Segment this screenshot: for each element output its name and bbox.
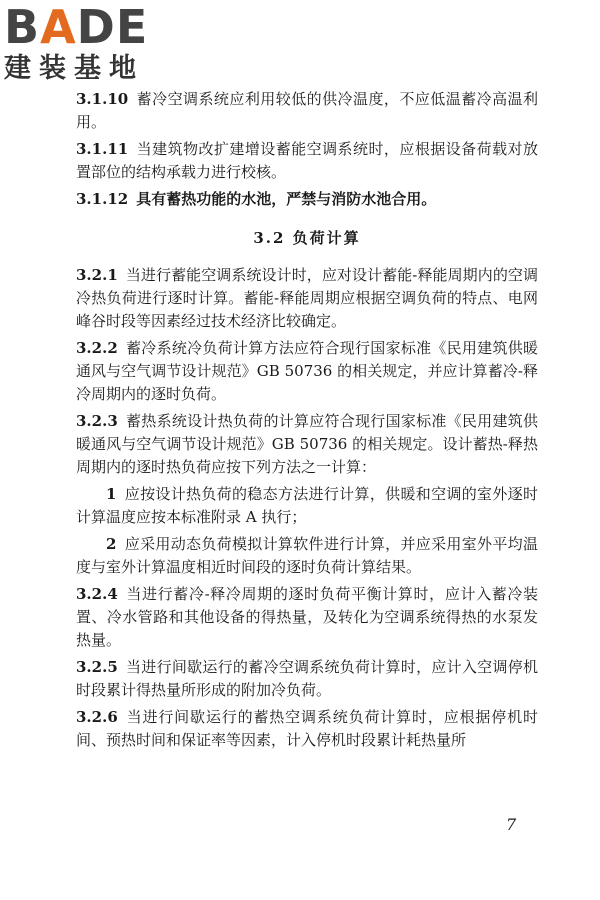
subclause-text: 应采用动态负荷模拟计算软件进行计算，并应采用室外平均温度与室外计算温度相近时间段的逐时负荷计算结果。 [76, 535, 538, 576]
clause-number: 3.2.1 [76, 266, 118, 284]
logo-wordmark: BADE [4, 0, 149, 54]
clause-3-2-2 [76, 337, 538, 406]
clause-text: 当进行蓄冷-释冷周期的逐时负荷平衡计算时，应计入蓄冷装置、冷水管路和其他设备的得热量，及转化为空调系统得热的水泵发热量。 [76, 585, 538, 649]
clause-3-2-1 [76, 264, 538, 333]
clause-number: 3.1.10 [76, 90, 129, 108]
clause-3-1-12 [76, 188, 538, 211]
subclause-2 [76, 533, 538, 579]
subclause-number: 2 [106, 535, 117, 553]
clause-3-1-10 [76, 88, 538, 134]
page-content [76, 88, 538, 756]
clause-text: 当进行间歇运行的蓄热空调系统负荷计算时，应根据停机时间、预热时间和保证率等因素，计入停机时段累计耗热量所 [76, 708, 538, 749]
logo-chinese-text: 建装基地 [4, 53, 144, 84]
clause-3-1-11 [76, 138, 538, 184]
clause-text: 当建筑物改扩建增设蓄能空调系统时，应根据设备荷载对放置部位的结构承载力进行校核。 [76, 140, 538, 181]
subclause-1 [76, 483, 538, 529]
subclause-number: 1 [106, 485, 117, 503]
clause-text: 当进行间歇运行的蓄冷空调系统负荷计算时，应计入空调停机时段累计得热量所形成的附加冷负荷。 [76, 658, 538, 699]
clause-text: 具有蓄热功能的水池，严禁与消防水池合用。 [136, 190, 437, 208]
clause-text: 蓄热系统设计热负荷的计算应符合现行国家标准《民用建筑供暖通风与空气调节设计规范》GB 50736 的相关规定。设计蓄热-释热周期内的逐时热负荷应按下列方法之一计算： [76, 412, 538, 476]
clause-3-2-4 [76, 583, 538, 652]
clause-3-2-5 [76, 656, 538, 702]
clause-number: 3.1.12 [76, 190, 129, 208]
clause-number: 3.2.5 [76, 658, 118, 676]
clause-number: 3.2.6 [76, 708, 118, 726]
clause-text: 蓄冷系统冷负荷计算方法应符合现行国家标准《民用建筑供暖通风与空气调节设计规范》GB 50736 的相关规定，并应计算蓄冷-释冷周期内的逐时负荷。 [76, 339, 538, 403]
clause-number: 3.2.4 [76, 585, 118, 603]
clause-number: 3.1.11 [76, 140, 129, 158]
section-title: 3.2 负荷计算 [253, 229, 361, 247]
clause-3-2-6 [76, 706, 538, 752]
clause-3-2-3 [76, 410, 538, 479]
bade-logo [4, 0, 174, 90]
clause-text: 蓄冷空调系统应利用较低的供冷温度，不应低温蓄冷高温利用。 [76, 90, 538, 131]
page-number: 7 [506, 815, 517, 834]
clause-number: 3.2.3 [76, 412, 118, 430]
clause-number: 3.2.2 [76, 339, 118, 357]
clause-text: 当进行蓄能空调系统设计时，应对设计蓄能-释能周期内的空调冷热负荷进行逐时计算。蓄能-释能周期应根据空调负荷的特点、电网峰谷时段等因素经过技术经济比较确定。 [76, 266, 538, 330]
subclause-text: 应按设计热负荷的稳态方法进行计算，供暖和空调的室外逐时计算温度应按本标准附录 A 执行； [76, 485, 538, 526]
